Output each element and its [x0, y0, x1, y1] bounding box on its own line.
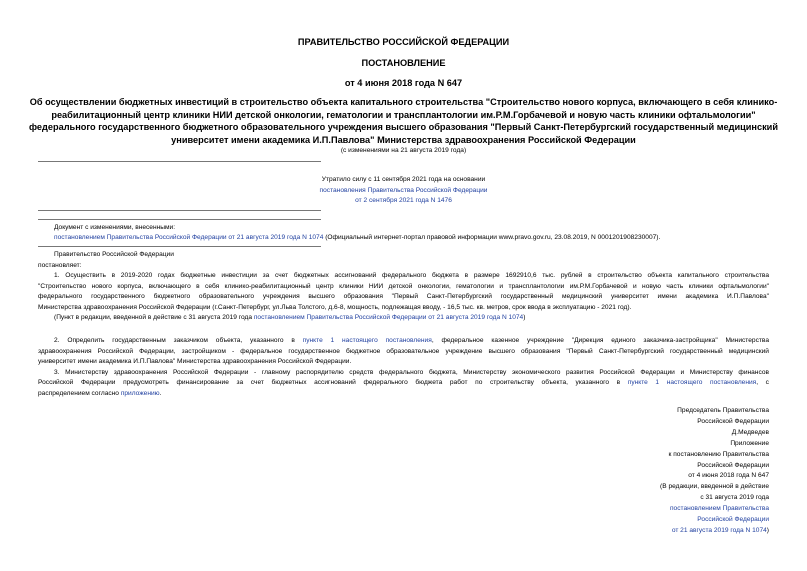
lost-force-text: Утратило силу с 11 сентября 2021 года на основании: [321, 176, 486, 183]
appendix-decree-link[interactable]: от 21 августа 2019 года N 1074: [671, 526, 767, 534]
title-line: университет имени академика И.П.Павлова" Министерства здравоохранения Российской Федерации: [171, 134, 636, 145]
item3-line: 3. Министерству здравоохранения Российской Федерации - главному распорядителю средств федерального бюджета, Министерству экономического развития Российской Федерации и Министерству финансов: [54, 368, 769, 376]
appendix-line: Российской Федерации: [697, 461, 769, 469]
appendix-label: Приложение: [730, 439, 769, 447]
document-title: [0, 96, 807, 146]
lost-force-block: [0, 175, 807, 207]
appendix-line: от 4 июня 2018 года N 647: [688, 472, 769, 480]
item3-text: .: [159, 389, 162, 397]
item3-line: [38, 378, 769, 388]
item1-note: [54, 313, 525, 323]
appendix-link-line: Российской Федерации: [697, 516, 769, 524]
item1-reference-link[interactable]: пункте 1 настоящего постановления: [627, 379, 757, 386]
appendix-decree-link[interactable]: [660, 504, 769, 526]
appendix-link-line: постановлением Правительства: [669, 505, 769, 513]
item3-text: , с: [756, 379, 769, 386]
preamble-line: постановляет:: [38, 262, 82, 269]
revision-note: (с изменениями на 21 августа 2019 года): [340, 147, 467, 154]
item3-text: распределением согласно: [38, 389, 121, 397]
item2-line: здравоохранения Российской Федерации, застройщиком - федеральное государственное бюджетное образовательное учреждение высшего образования "Первый Санкт-Петербургский государственный медицинский: [38, 347, 769, 355]
item3-text: Российской Федерации предусмотреть финансирование за счет бюджетных ассигнований федерального бюджета работ по строительству объекта, указанного в: [38, 379, 628, 386]
item1-line: 1. Осуществить в 2019-2020 годах бюджетные инвестиции за счет бюджетных ассигнований федерального бюджета в размере 1692910,6 тыс. рублей в строительство объекта капитального строительства: [54, 272, 769, 279]
government-heading: ПРАВИТЕЛЬСТВО РОССИЙСКОЙ ФЕДЕРАЦИИ: [297, 37, 510, 47]
amendment-source: (Официальный интернет-портал правовой информации www.pravo.gov.ru, 23.08.2019, N 0001201908230007).: [323, 234, 661, 241]
preamble-line: Правительство Российской Федерации: [54, 251, 174, 258]
item1-line: Министерства здравоохранения Российской Федерации (г.Санкт-Петербург, ул.Льва Толстого, д.6-8, мощность, подлежащая вводу, - 16,5 тыс. кв. метров, срок ввода в эксплуатацию - 2021 год).: [38, 303, 632, 311]
item1-line: федерального государственного бюджетного образовательного учреждения высшего образования "Первый Санкт-Петербургский государственный медицинский университет имени академика И.П.Павлова": [38, 293, 769, 300]
divider: [38, 161, 321, 162]
item3-line: [38, 389, 161, 399]
item2-text: 2. Определить государственным заказчиком объекта, указанного в: [54, 337, 303, 344]
amendment-decree-link[interactable]: постановлением Правительства Российской Федерации от 21 августа 2019 года N 1074: [54, 234, 324, 241]
appendix-line: (В редакции, введенной в действие: [660, 483, 769, 491]
appendix-link[interactable]: приложению: [120, 389, 160, 397]
item1-line: "Строительство нового корпуса, включающего в себя клинико-реабилитационный центр клиники НИИ детской онкологии, гематологии и трансплантологии им.Р.М.Горбачевой и новую часть клиники офтальмологии": [38, 282, 769, 290]
repeal-link-line: постановления Правительства Российской Федерации: [319, 186, 488, 194]
signature-block: [660, 406, 769, 537]
title-line: реабилитационный центр клиники НИИ детской онкологии, гематологии и трансплантологии им.Р.М.Горбачевой и новую часть клиники офтальмологии": [51, 109, 756, 120]
appendix-line: с 31 августа 2019 года: [700, 494, 769, 502]
signature-position: Российской Федерации: [697, 417, 769, 425]
title-line: федерального государственного бюджетного образовательного учреждения высшего образования "Первый Санкт-Петербургский государственный медицинский: [29, 122, 778, 132]
appendix-line: [660, 526, 769, 537]
item1-reference-link[interactable]: пункте 1 настоящего постановления: [302, 337, 432, 344]
repeal-link-line: от 2 сентября 2021 года N 1476: [355, 197, 452, 204]
divider: [38, 210, 321, 211]
note-decree-link[interactable]: постановлением Правительства Российской Федерации от 21 августа 2019 года N 1074: [253, 314, 524, 321]
title-line: Об осуществлении бюджетных инвестиций в строительство объекта капитального строительства "Строительство нового корпуса, включающего в себя клинико-: [29, 97, 778, 107]
signature-position: Председатель Правительства: [677, 407, 769, 414]
note-prefix: (Пункт в редакции, введенной в действие с 31 августа 2019 года: [54, 314, 254, 321]
appendix-close: ): [766, 526, 769, 534]
note-suffix: ): [523, 314, 526, 321]
doc-type-heading: ПОСТАНОВЛЕНИЕ: [361, 58, 446, 68]
date-number-heading: от 4 июня 2018 года N 647: [344, 78, 463, 88]
signature-name: Д.Медведев: [731, 428, 769, 436]
item2-text: , федеральное казенное учреждение "Дирекция единого заказчика-застройщика" Министерства: [431, 337, 770, 344]
amendments-line: [54, 233, 660, 243]
appendix-line: к постановлению Правительства: [668, 450, 769, 458]
repeal-decree-link[interactable]: [0, 186, 807, 207]
item2-line: [54, 336, 769, 346]
amendments-intro: Документ с изменениями, внесенными:: [54, 224, 176, 231]
divider: [38, 219, 321, 220]
divider: [38, 246, 321, 247]
item2-line: университет имени академика И.П.Павлова" Министерства здравоохранения Российской Федерации.: [38, 358, 352, 365]
